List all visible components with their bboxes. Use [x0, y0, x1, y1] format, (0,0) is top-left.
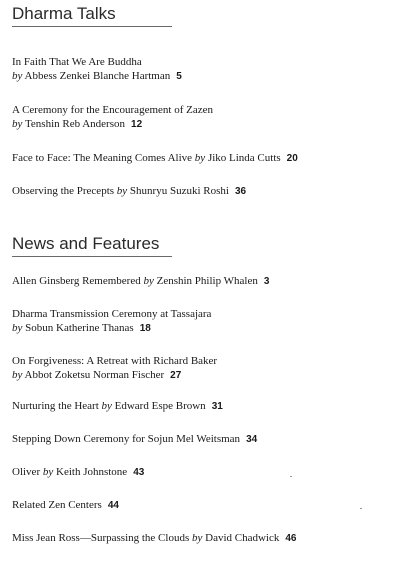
by-word: by — [12, 118, 23, 130]
entry-author: Shunryu Suzuki Roshi — [129, 185, 229, 197]
by-word: by — [116, 185, 128, 197]
entry-author: Edward Espe Brown — [114, 400, 206, 412]
list-item[interactable] — [12, 55, 408, 84]
list-item[interactable] — [12, 184, 408, 199]
by-word: by — [101, 400, 112, 412]
list-item[interactable] — [12, 498, 408, 513]
entry-page-number: 34 — [246, 434, 258, 445]
list-item[interactable] — [12, 274, 408, 289]
by-word: by — [12, 322, 23, 334]
entry-page-number: 3 — [263, 276, 270, 287]
entry-title: On Forgiveness: A Retreat with Richard Baker — [12, 355, 218, 367]
entry-page-number: 27 — [170, 370, 182, 381]
section-heading-news-and-features: News and Features — [12, 234, 160, 253]
section-heading-dharma-talks: Dharma Talks — [12, 4, 116, 23]
entry-byline — [12, 117, 408, 132]
entry-page-number: 20 — [286, 153, 298, 164]
scan-speck — [290, 476, 292, 477]
entry-author: Zenshin Philip Whalen — [156, 275, 258, 287]
entry-page-number: 43 — [133, 467, 145, 478]
by-word: by — [12, 70, 23, 82]
by-word: by — [12, 369, 23, 381]
entry-title: Allen Ginsberg Remembered — [12, 275, 141, 287]
scan-speck — [360, 508, 362, 509]
section-dharma-talks — [12, 4, 408, 27]
entry-title: Oliver — [12, 466, 41, 478]
entry-title: A Ceremony for the Encouragement of Zazen — [12, 104, 213, 116]
entry-title: Dharma Transmission Ceremony at Tassajara — [12, 308, 212, 320]
by-word: by — [143, 275, 154, 287]
by-word: by — [192, 532, 203, 544]
entry-page-number: 44 — [107, 500, 119, 511]
list-item[interactable] — [12, 531, 408, 546]
section-divider — [12, 26, 172, 27]
dharma-talks-list — [12, 55, 408, 199]
list-item[interactable] — [12, 432, 408, 447]
entry-page-number: 36 — [234, 186, 247, 197]
list-item[interactable] — [12, 151, 408, 166]
by-word: by — [42, 466, 54, 478]
section-divider — [12, 256, 172, 257]
entry-author: David Chadwick — [205, 532, 280, 544]
entry-byline — [12, 368, 408, 383]
entry-title: Miss Jean Ross—Surpassing the Clouds — [12, 532, 190, 544]
entry-author: Jiko Linda Cutts — [207, 152, 281, 164]
entry-byline — [12, 321, 408, 336]
entry-author: Abbot Zoketsu Norman Fischer — [24, 369, 165, 381]
entry-author: Keith Johnstone — [56, 466, 128, 478]
entry-author: Sobun Katherine Thanas — [25, 322, 134, 334]
entry-title: Face to Face: The Meaning Comes Alive — [12, 152, 193, 164]
entry-title: In Faith That We Are Buddha — [12, 56, 142, 68]
entry-page-number: 18 — [139, 323, 151, 334]
entry-title: Related Zen Centers — [12, 499, 102, 511]
list-item[interactable] — [12, 307, 408, 336]
entry-title: Observing the Precepts — [12, 185, 115, 197]
entry-page-number: 12 — [131, 119, 143, 130]
entry-title: Nurturing the Heart — [12, 400, 99, 412]
entry-page-number: 46 — [285, 533, 297, 544]
news-and-features-list — [12, 274, 408, 564]
list-item[interactable] — [12, 465, 408, 480]
entry-byline — [12, 69, 408, 84]
entry-title: Stepping Down Ceremony for Sojun Mel Weitsman — [12, 433, 241, 445]
by-word: by — [194, 152, 206, 164]
entry-author: Abbess Zenkei Blanche Hartman — [24, 70, 171, 82]
entry-page-number: 31 — [211, 401, 223, 412]
section-news-and-features — [12, 234, 408, 257]
list-item[interactable] — [12, 399, 408, 414]
entry-page-number: 5 — [176, 71, 182, 82]
list-item[interactable] — [12, 103, 408, 132]
entry-author: Tenshin Reb Anderson — [24, 118, 126, 130]
list-item[interactable] — [12, 354, 408, 383]
